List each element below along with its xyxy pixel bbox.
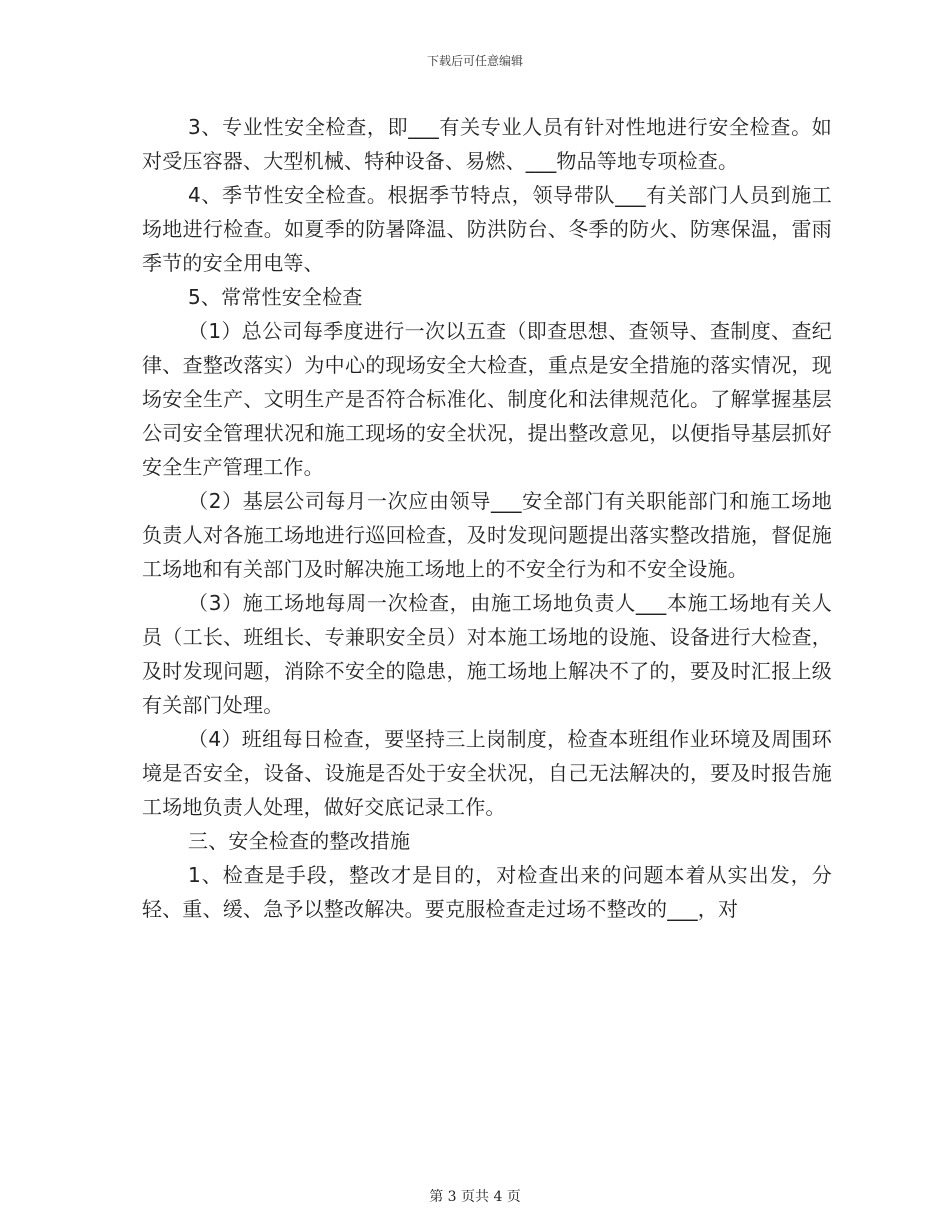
paragraph-head-office-quarterly: （1）总公司每季度进行一次以五查（即查思想、查领导、查制度、查纪律、查整改落实）为中心的现场安全大检查，重点是安全措施的落实情况，现场安全生产、文明生产是否符合标准化、制度化和法律规范化。了解掌握基层公司安全管理状况和施工现场的安全状况，提出整改意见，以便指导基层抓好安全生产管理工作。 bbox=[142, 319, 832, 479]
paragraph-branch-monthly: （2）基层公司每月一次应由领导___安全部门有关职能部门和施工场地负责人对各施工场地进行巡回检查，及时发现问题提出落实整改措施，督促施工场地和有关部门及时解决施工场地上的不安全行为和不安全设施。 bbox=[142, 489, 832, 581]
paragraph-routine-inspection-heading: 5、常常性安全检查 bbox=[188, 285, 363, 309]
section-heading-rectification: 三、安全检查的整改措施 bbox=[188, 829, 411, 853]
paragraph-professional-inspection: 3、专业性安全检查，即___有关专业人员有针对性地进行安全检查。如对受压容器、大型机械、特种设备、易燃、___物品等地专项检查。 bbox=[142, 115, 832, 173]
paragraph-rectification-1: 1、检查是手段，整改才是目的，对检查出来的问题本着从实出发，分轻、重、缓、急予以整改解决。要克服检查走过场不整改的___，对 bbox=[142, 863, 832, 921]
paragraph-seasonal-inspection: 4、季节性安全检查。根据季节特点，领导带队___有关部门人员到施工场地进行检查。如夏季的防暑降温、防洪防台、冬季的防火、防寒保温，雷雨季节的安全用电等、 bbox=[142, 183, 832, 275]
page-footer: 第 3 页共 4 页 bbox=[429, 1189, 521, 1205]
paragraph-team-daily: （4）班组每日检查，要坚持三上岗制度，检查本班组作业环境及周围环境是否安全，设备、设施是否处于安全状况，自己无法解决的，要及时报告施工场地负责人处理，做好交底记录工作。 bbox=[142, 727, 832, 819]
paragraph-site-weekly: （3）施工场地每周一次检查，由施工场地负责人___本施工场地有关人员（工长、班组长、专兼职安全员）对本施工场地的设施、设备进行大检查，及时发现问题，消除不安全的隐患，施工场地上解决不了的，要及时汇报上级有关部门处理。 bbox=[142, 591, 832, 717]
page-header: 下载后可任意编辑 bbox=[426, 54, 523, 68]
document-body bbox=[142, 110, 832, 926]
